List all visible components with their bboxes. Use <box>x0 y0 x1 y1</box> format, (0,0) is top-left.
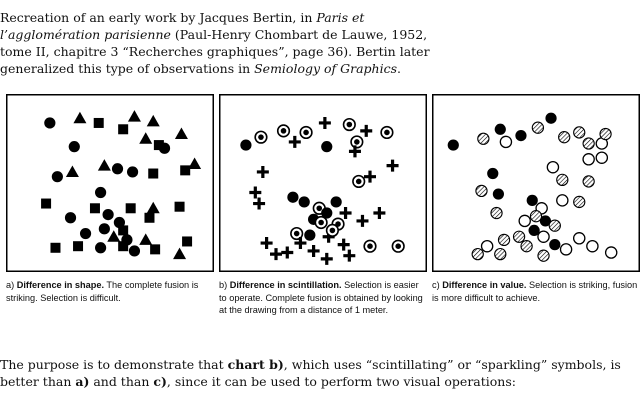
panel-a <box>6 94 214 304</box>
symbol-hatch <box>513 231 524 242</box>
panel-frame <box>433 95 640 272</box>
symbol-open <box>500 136 511 147</box>
symbol-hatch <box>583 176 594 187</box>
intro-suffix: . <box>397 61 401 76</box>
caption-c-id: c) <box>432 280 440 290</box>
symbol-ring <box>344 119 356 131</box>
caption-b-id: b) <box>219 280 228 290</box>
symbol-circle <box>549 239 560 250</box>
symbol-hatch <box>583 138 594 149</box>
symbol-circle <box>331 196 342 207</box>
intro-prefix: Recreation of an early work by Jacques Bertin, in <box>0 10 317 25</box>
symbol-circle <box>65 212 76 223</box>
symbol-sq <box>144 213 154 223</box>
symbol-circle <box>287 192 298 203</box>
intro-book-title: Paris et l’agglomération parisienne <box>0 10 365 42</box>
symbol-ring <box>364 240 376 252</box>
caption-a-id: a) <box>6 280 15 290</box>
symbol-ring <box>315 217 327 229</box>
symbol-circle <box>127 166 138 177</box>
symbol-ring <box>278 125 290 137</box>
caption-c-title: Difference in value. <box>442 280 527 290</box>
symbol-sq <box>150 244 160 254</box>
symbol-circle <box>52 171 63 182</box>
symbol-hatch <box>559 132 570 143</box>
symbol-sq <box>180 165 190 175</box>
symbol-ring <box>381 127 393 139</box>
panel-b-caption <box>219 279 427 317</box>
symbol-open <box>482 241 493 252</box>
outro-text-2: , which uses “scintillating” or “sparkling” symbols, is better than <box>0 357 621 389</box>
symbol-hatch <box>549 220 560 231</box>
symbol-hatch <box>538 250 549 261</box>
caption-a-title: Difference in shape. <box>16 280 105 290</box>
symbol-hatch <box>574 196 585 207</box>
outro-text-1: The purpose is to demonstrate that <box>0 357 228 372</box>
panel-a-plot <box>6 94 214 272</box>
symbol-open <box>547 162 558 173</box>
panel-c <box>432 94 640 304</box>
symbol-sq <box>41 199 51 209</box>
symbol-hatch <box>574 127 585 138</box>
symbol-hatch <box>530 211 541 222</box>
symbol-ring <box>351 136 363 148</box>
symbol-hatch <box>495 249 506 260</box>
symbol-sq <box>148 169 158 179</box>
symbol-circle <box>321 141 332 152</box>
outro-bold-a: a) <box>75 374 90 389</box>
outro-bold-c: c) <box>153 374 167 389</box>
symbol-open <box>574 233 585 244</box>
symbol-circle <box>69 141 80 152</box>
symbol-sq <box>126 203 136 213</box>
panel-a-caption <box>6 279 214 304</box>
figure-panels <box>0 94 640 344</box>
symbol-circle <box>487 168 498 179</box>
caption-b-text: Selection is easier to operate. Complete fusion is obtained by looking at the drawing from a distance of 1 meter. <box>219 280 423 315</box>
symbol-open <box>538 231 549 242</box>
symbol-hatch <box>600 128 611 139</box>
symbol-circle <box>515 130 526 141</box>
caption-b-title: Difference in scintillation. <box>229 280 342 290</box>
symbol-circle <box>103 209 114 220</box>
symbol-sq <box>118 124 128 134</box>
symbol-circle <box>95 242 106 253</box>
symbol-ring <box>255 131 267 143</box>
symbol-ring <box>353 176 365 188</box>
caption-a-text: The complete fusion is striking. Selection is difficult. <box>6 280 199 303</box>
symbol-open <box>519 215 530 226</box>
symbol-hatch <box>557 174 568 185</box>
symbol-circle <box>99 223 110 234</box>
symbol-circle <box>448 139 459 150</box>
symbol-circle <box>95 187 106 198</box>
symbol-open <box>587 241 598 252</box>
symbol-circle <box>80 228 91 239</box>
panel-c-plot <box>432 94 640 272</box>
outro-text-4: , since it can be used to perform two visual operations: <box>166 374 516 389</box>
symbol-circle <box>495 124 506 135</box>
symbol-circle <box>44 117 55 128</box>
symbol-circle <box>299 196 310 207</box>
outro-text-3: and than <box>89 374 154 389</box>
caption-c-text: Selection is striking, fusion is more difficult to achieve. <box>432 280 638 303</box>
symbol-sq <box>182 236 192 246</box>
symbol-open <box>596 152 607 163</box>
symbol-hatch <box>491 207 502 218</box>
panel-b-plot <box>219 94 427 272</box>
symbol-circle <box>121 234 132 245</box>
symbol-sq <box>50 243 60 253</box>
symbol-circle <box>545 113 556 124</box>
symbol-circle <box>112 163 123 174</box>
symbol-circle <box>304 230 315 241</box>
panel-b <box>219 94 427 317</box>
symbol-hatch <box>476 185 487 196</box>
symbol-sq <box>90 203 100 213</box>
symbol-circle <box>114 217 125 228</box>
panel-c-caption <box>432 279 640 304</box>
symbol-hatch <box>472 249 483 260</box>
symbol-ring <box>392 240 404 252</box>
symbol-circle <box>493 188 504 199</box>
symbol-circle <box>129 245 140 256</box>
symbol-circle <box>527 195 538 206</box>
symbol-circle <box>159 143 170 154</box>
symbol-hatch <box>478 133 489 144</box>
symbol-sq <box>175 202 185 212</box>
symbol-open <box>557 195 568 206</box>
outro-paragraph <box>0 356 640 390</box>
symbol-hatch <box>521 241 532 252</box>
symbol-open <box>606 247 617 258</box>
intro-book2-title: Semiology of Graphics <box>254 61 398 76</box>
symbol-hatch <box>498 234 509 245</box>
intro-middle: (Paul-Henry Chombart de Lauwe, 1952, tome II, chapitre 3 “Recherches graphiques”, page 36). Bertin later generalized this type of observations in <box>0 27 430 76</box>
symbol-sq <box>94 118 104 128</box>
symbol-sq <box>73 241 83 251</box>
symbol-ring <box>300 127 312 139</box>
intro-paragraph <box>0 9 440 77</box>
symbol-circle <box>240 139 251 150</box>
outro-bold-b: chart b) <box>227 357 284 372</box>
symbol-open <box>560 244 571 255</box>
symbol-hatch <box>532 122 543 133</box>
symbol-ring <box>327 225 339 237</box>
symbol-open <box>583 154 594 165</box>
